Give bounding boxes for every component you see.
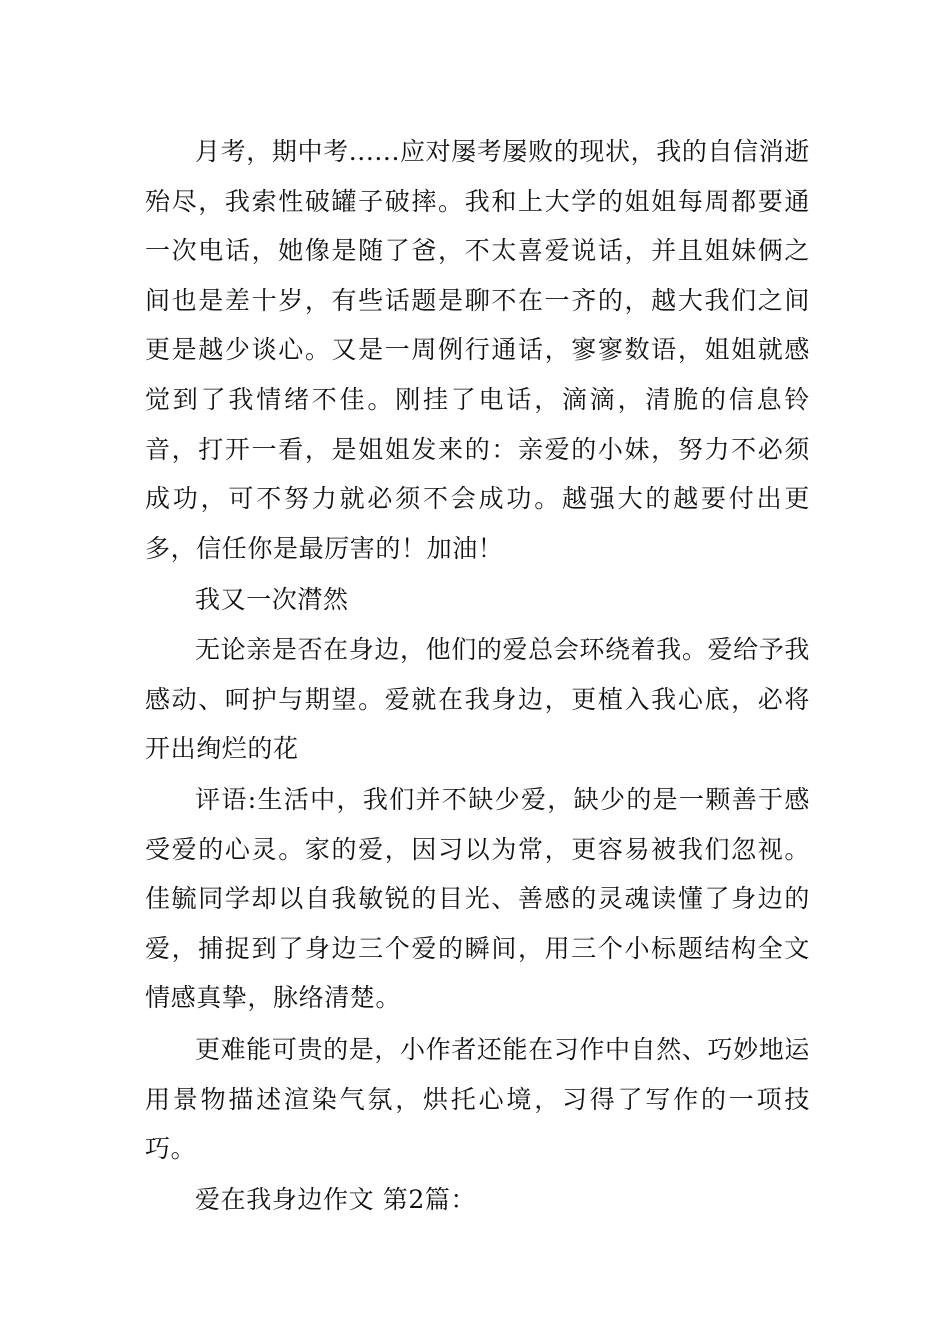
section-heading: 爱在我身边作文 第2篇：: [195, 1185, 477, 1214]
body-paragraph-2: 我又一次潸然: [195, 585, 349, 614]
commentary-paragraph: 评语:生活中，我们并不缺少爱，缺少的是一颗善于感受爱的心灵。家的爱，因习以为常，更容易被我们忽视。佳毓同学却以自我敏锐的目光、善感的灵魂读懂了身边的爱，捕捉到了身边三个爱的瞬间，用三个小标题结构全文情感真挚，脉络清楚。: [145, 785, 810, 1013]
body-paragraph-1: 月考，期中考......应对屡考屡败的现状，我的自信消逝殆尽，我索性破罐子破摔。我和上大学的姐姐每周都要通一次电话，她像是随了爸，不太喜爱说话，并且姐妹俩之间也是差十岁，有些话题是聊不在一齐的，越大我们之间更是越少谈心。又是一周例行通话，寥寥数语，姐姐就感觉到了我情绪不佳。刚挂了电话，滴滴，清脆的信息铃音，打开一看，是姐姐发来的：亲爱的小妹，努力不必须成功，可不努力就必须不会成功。越强大的越要付出更多，信任你是最厉害的！加油！: [145, 137, 810, 563]
commentary-paragraph-2: 更难能可贵的是，小作者还能在习作中自然、巧妙地运用景物描述渲染气氛，烘托心境，习得了写作的一项技巧。: [145, 1035, 810, 1164]
body-paragraph-3: 无论亲是否在身边，他们的爱总会环绕着我。爱给予我感动、呵护与期望。爱就在我身边，更植入我心底，必将开出绚烂的花: [145, 635, 810, 764]
